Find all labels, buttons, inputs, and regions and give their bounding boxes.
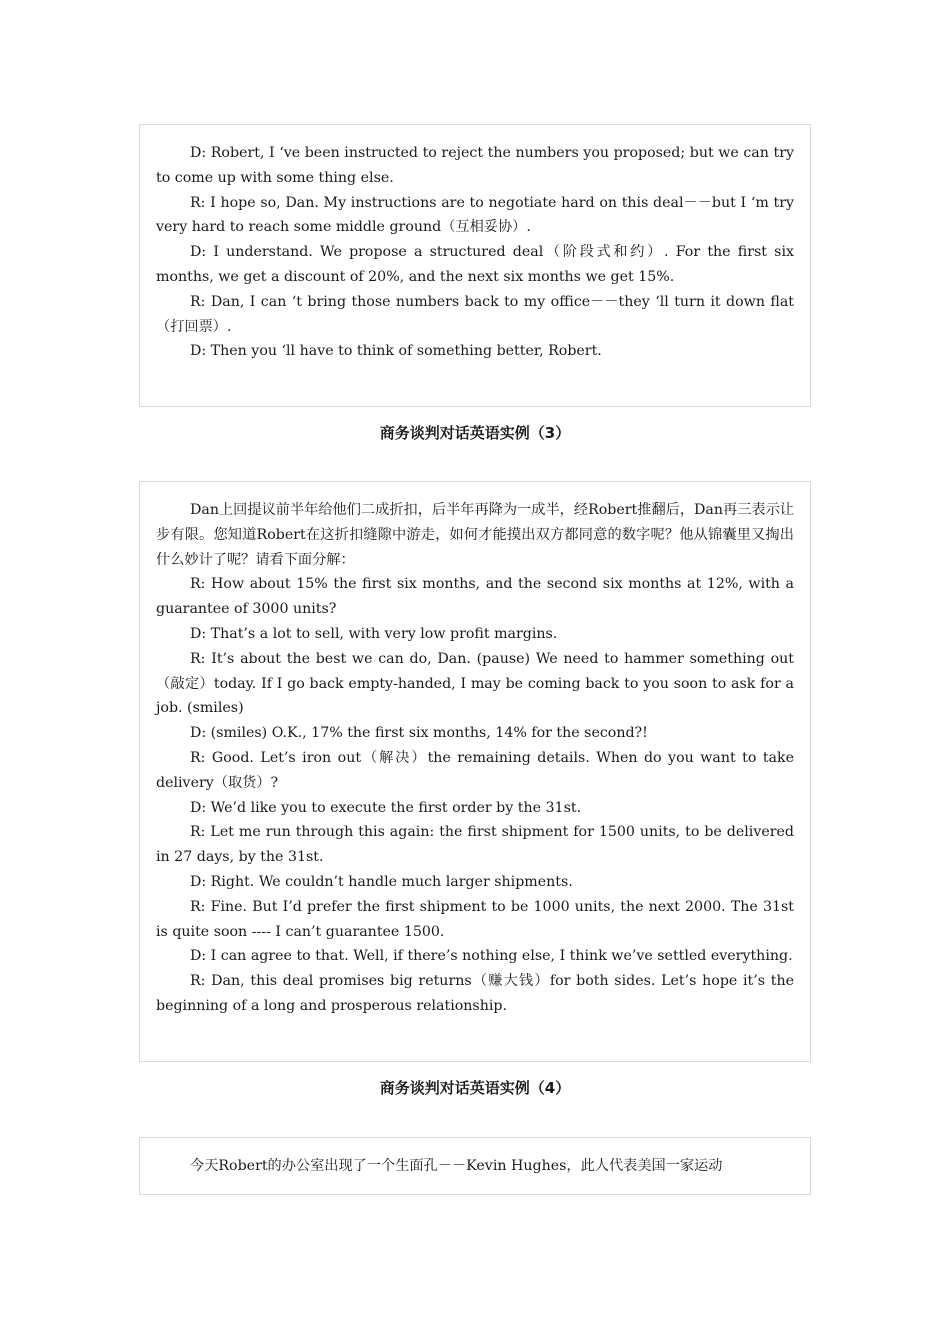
dialogue-line: R: How about 15% the first six months, and the second six months at 12%, with a guarantee of 3000 units?: [156, 576, 794, 618]
dialogue-box-3: [139, 1137, 811, 1195]
dialogue-line: R: It’s about the best we can do, Dan. (pause) We need to hammer something out （敲定）today. If I go back empty-handed, I may be coming back to you soon to ask for a job. (smiles): [156, 650, 794, 717]
dialogue-line: D: Right. We couldn’t handle much larger shipments.: [190, 873, 573, 890]
intro-paragraph: Dan上回提议前半年给他们二成折扣，后半年再降为一成半，经Robert推翻后，Dan再三表示让步有限。您知道Robert在这折扣缝隙中游走，如何才能摸出双方都同意的数字呢？他从锦囊里又掏出什么妙计了呢？请看下面分解：: [156, 502, 794, 568]
dialogue-line: D: That’s a lot to sell, with very low profit margins.: [190, 625, 558, 642]
dialogue-line: D: Then you ‘ll have to think of something better, Robert.: [190, 343, 602, 360]
dialogue-line: R: Good. Let’s iron out（解决）the remaining details. When do you want to take delivery（取货）?: [156, 749, 794, 791]
dialogue-box-2: [139, 481, 811, 1062]
dialogue-line: D: I can agree to that. Well, if there’s nothing else, I think we’ve settled everything.: [190, 948, 793, 965]
dialogue-line: D: (smiles) O.K., 17% the first six months, 14% for the second?!: [190, 725, 648, 742]
dialogue-line: D: I understand. We propose a structured deal（阶段式和约）. For the first six months, we get a discount of 20%, and the next six months we get 15%.: [156, 244, 794, 285]
dialogue-line: R: Dan, I can ‘t bring those numbers back to my office－－they ‘ll turn it down flat（打回票）.: [156, 293, 794, 335]
dialogue-line: R: Dan, this deal promises big returns（赚大钱）for both sides. Let’s hope it’s the beginning of a long and prosperous relationship.: [156, 973, 794, 1014]
section-heading-3: 商务谈判对话英语实例（3）: [379, 424, 571, 442]
section-heading-4: 商务谈判对话英语实例（4）: [379, 1079, 571, 1097]
dialogue-line: R: I hope so, Dan. My instructions are to negotiate hard on this deal－－but I ‘m try very hard to reach some middle ground（互相妥协）.: [156, 194, 794, 236]
dialogue-line: D: Robert, I ‘ve been instructed to reject the numbers you proposed; but we can try to come up with some thing else.: [156, 145, 794, 186]
dialogue-line: D: We’d like you to execute the first order by the 31st.: [190, 799, 582, 816]
dialogue-line: R: Let me run through this again: the first shipment for 1500 units, to be delivered in 27 days, by the 31st.: [156, 824, 794, 866]
dialogue-box-1: [139, 124, 811, 407]
dialogue-line: R: Fine. But I’d prefer the first shipment to be 1000 units, the next 2000. The 31st is quite soon ---- I can’t guarantee 1500.: [156, 898, 794, 940]
intro-paragraph: 今天Robert的办公室出现了一个生面孔－－Kevin Hughes，此人代表美国一家运动: [190, 1158, 723, 1174]
